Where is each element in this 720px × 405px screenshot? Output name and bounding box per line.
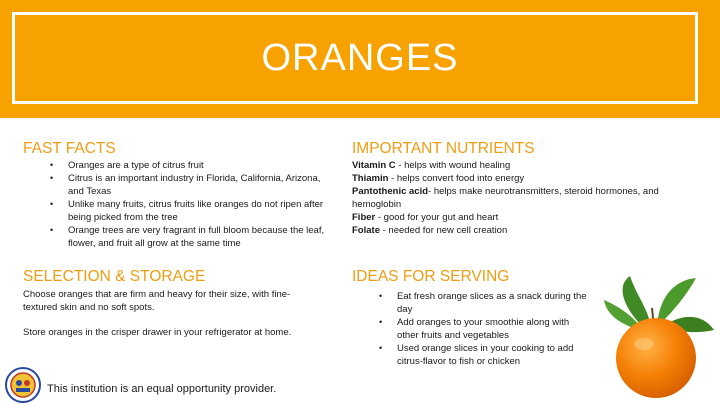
nutrient-row [352, 224, 672, 237]
list-item: • Unlike many fruits, citrus fruits like oranges do not ripen after being picked from the tree [68, 198, 336, 224]
nutrient-name: Thiamin [352, 173, 389, 184]
serving-heading: IDEAS FOR SERVING [352, 268, 510, 285]
institution-seal-icon [4, 366, 42, 404]
fast-facts-heading: FAST FACTS [23, 140, 116, 157]
list-item: • Add oranges to your smoothie along with other fruits and vegetables [397, 316, 593, 342]
nutrient-name: Pantothenic acid [352, 186, 429, 197]
list-item: • Oranges are a type of citrus fruit [68, 159, 336, 172]
nutrient-row [352, 211, 672, 224]
nutrient-desc: - helps with wound healing [395, 160, 511, 171]
nutrient-desc: - helps make neurotransmitters, steroid hormones, and hemoglobin [352, 186, 659, 210]
nutrient-name: Vitamin C [352, 160, 396, 171]
nutrient-desc: - good for your gut and heart [375, 212, 499, 223]
equal-opportunity-statement: This institution is an equal opportunity provider. [47, 383, 277, 395]
list-item: • Eat fresh orange slices as a snack during the day [397, 290, 593, 316]
storage-paragraph: Store oranges in the crisper drawer in your refrigerator at home. [23, 327, 292, 338]
nutrient-desc: - helps convert food into energy [388, 173, 525, 184]
page-title: ORANGES [261, 37, 459, 79]
nutrient-row [352, 185, 672, 211]
list-item: • Used orange slices in your cooking to add citrus-flavor to fish or chicken [397, 342, 593, 368]
list-item: • Citrus is an important industry in Florida, California, Arizona, and Texas [68, 172, 336, 198]
selection-heading: SELECTION & STORAGE [23, 268, 206, 285]
title-banner [0, 0, 720, 118]
nutrients-list [352, 159, 672, 237]
nutrient-row [352, 172, 672, 185]
nutrient-desc: - needed for new cell creation [379, 225, 508, 236]
nutrient-row [352, 159, 672, 172]
nutrients-heading: IMPORTANT NUTRIENTS [352, 140, 535, 157]
fast-facts-list [68, 159, 336, 250]
nutrient-name: Folate [352, 225, 380, 236]
orange-fruit-icon [600, 272, 718, 400]
list-item: • Orange trees are very fragrant in full bloom because the leaf, flower, and fruit all grow at the same time [68, 224, 336, 250]
serving-list [397, 290, 593, 368]
selection-paragraph: Choose oranges that are firm and heavy for their size, with fine-textured skin and no soft spots. [23, 289, 291, 313]
nutrient-name: Fiber [352, 212, 376, 223]
